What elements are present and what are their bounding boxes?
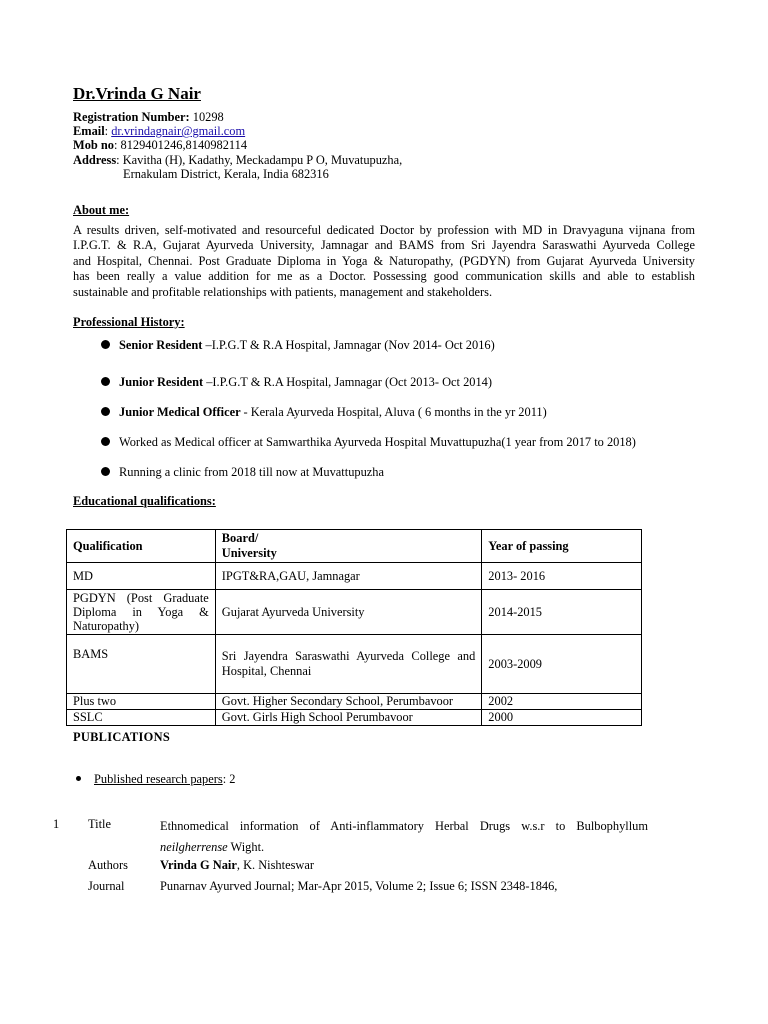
table-cell: IPGT&RA,GAU, Jamnagar (215, 563, 482, 590)
email-link[interactable]: dr.vrindagnair@gmail.com (111, 124, 246, 139)
bullet-icon (101, 377, 110, 386)
paper-title-line (160, 816, 648, 837)
paper-number: 1 (53, 817, 60, 831)
doctor-name: Dr.Vrinda G Nair (73, 84, 201, 103)
column-header-line: University (221, 546, 277, 560)
paper-author-other: , K. Nishteswar (236, 858, 314, 872)
about-line: has been really a value addition for me as a Doctor. Possessing good communication skills and able to establish (73, 269, 695, 284)
table-cell: Sri Jayendra Saraswathi Ayurveda College and Hospital, Chennai (215, 635, 482, 694)
address-row-2 (73, 167, 402, 181)
table-cell: 2003-2009 (482, 635, 642, 694)
about-line: and Hospital, Chennai. Post Graduate Diploma in Yoga & Naturopathy, (PGDYN) from Gujarat Ayurveda University (73, 253, 695, 268)
history-role: Junior Medical Officer (119, 405, 244, 419)
history-detail: - Kerala Ayurveda Hospital, Aluva ( 6 months in the yr 2011) (243, 405, 547, 419)
mobile-label: Mob no (73, 138, 114, 153)
table-row (67, 710, 642, 726)
table-row (67, 590, 642, 635)
table-header-row (67, 530, 642, 563)
address-label: Address (73, 152, 117, 167)
registration-value: 10298 (189, 110, 224, 124)
paper-author-main: Vrinda G Nair (160, 858, 237, 872)
mobile-value: : 8129401246,8140982114 (113, 138, 248, 153)
paper-title-line-2 (160, 840, 264, 854)
address-line-1: : Kavitha (H), Kadathy, Meckadampu P O, Muvatupuzha, (116, 152, 403, 167)
about-line: sustainable and profitable relationships with patients, management and stakeholders. (73, 284, 493, 299)
table-row (67, 563, 642, 590)
history-item (101, 375, 492, 390)
paper-journal: Punarnav Ayurved Journal; Mar-Apr 2015, Volume 2; Issue 6; ISSN 2348-1846, (160, 879, 558, 893)
bullet-icon (101, 340, 110, 349)
mobile-row (73, 138, 402, 152)
about-heading: About me: (73, 203, 130, 217)
column-header-line: Board/ (221, 531, 259, 545)
history-item (101, 465, 384, 480)
address-line-2: Ernakulam District, Kerala, India 682316 (123, 166, 329, 181)
table-cell: MD (67, 563, 216, 590)
table-row (67, 635, 642, 694)
table-cell: BAMS (67, 635, 216, 694)
history-role: Junior Resident (119, 375, 207, 389)
paper-title-label: Title (88, 817, 111, 831)
table-cell: 2002 (482, 694, 642, 710)
email-label: Email (73, 124, 105, 139)
history-heading: Professional History: (73, 315, 185, 329)
species-author: Wight. (227, 840, 265, 854)
column-header: Qualification (67, 530, 216, 563)
table-cell: SSLC (67, 710, 216, 726)
registration-label: Registration Number: (73, 110, 190, 124)
history-detail: Worked as Medical officer at Samwarthika Ayurveda Hospital Muvattupuzha(1 year from 2017 to 2018) (119, 435, 636, 449)
publications-count (76, 772, 235, 787)
paper-title-line-1: Ethnomedical information of Anti-inflammatory Herbal Drugs w.s.r to Bulbophyllum (160, 819, 648, 833)
paper-journal-label: Journal (88, 879, 125, 893)
paper-authors (160, 858, 314, 873)
table-cell: Gujarat Ayurveda University (215, 590, 482, 635)
bullet-icon (76, 776, 81, 781)
email-row (73, 124, 402, 138)
bullet-icon (101, 407, 110, 416)
history-item (101, 405, 547, 420)
publications-heading: PUBLICATIONS (73, 730, 171, 744)
species-name: neilgherrense (160, 840, 228, 854)
about-paragraph (73, 223, 695, 300)
history-detail: –I.P.G.T & R.A Hospital, Jamnagar (Oct 2013- Oct 2014) (206, 375, 492, 389)
address-row (73, 153, 402, 167)
education-table (66, 529, 642, 726)
table-row (67, 694, 642, 710)
publications-count-label: Published research papers (94, 772, 223, 786)
paper-title (160, 816, 648, 858)
table-cell: Govt. Higher Secondary School, Perumbavoor (215, 694, 482, 710)
publications-count-value: : 2 (222, 772, 236, 786)
column-header (215, 530, 482, 563)
history-item (101, 435, 636, 450)
bullet-icon (101, 467, 110, 476)
email-separator: : (104, 124, 112, 139)
contact-block (73, 110, 402, 181)
history-detail: –I.P.G.T & R.A Hospital, Jamnagar (Nov 2014- Oct 2016) (205, 338, 495, 352)
paper-authors-label: Authors (88, 858, 128, 872)
column-header: Year of passing (482, 530, 642, 563)
table-cell: Govt. Girls High School Perumbavoor (215, 710, 482, 726)
about-line: A results driven, self-motivated and resourceful dedicated Doctor by profession with MD in Dravyaguna vijnana from (73, 223, 695, 237)
history-role: Senior Resident (119, 338, 206, 352)
table-cell: Plus two (67, 694, 216, 710)
history-detail: Running a clinic from 2018 till now at Muvattupuzha (119, 465, 384, 479)
history-item (101, 338, 495, 353)
table-cell: 2000 (482, 710, 642, 726)
bullet-icon (101, 437, 110, 446)
registration-row (73, 110, 402, 124)
table-cell: 2014-2015 (482, 590, 642, 635)
table-cell: 2013- 2016 (482, 563, 642, 590)
about-line: I.P.G.T. & R.A, Gujarat Ayurveda University, Jamnagar and BAMS from Sri Jayendra Saraswathi Ayurveda College (73, 238, 695, 253)
table-cell: PGDYN (Post Graduate Diploma in Yoga & Naturopathy) (67, 590, 216, 635)
education-heading: Educational qualifications: (73, 494, 216, 508)
